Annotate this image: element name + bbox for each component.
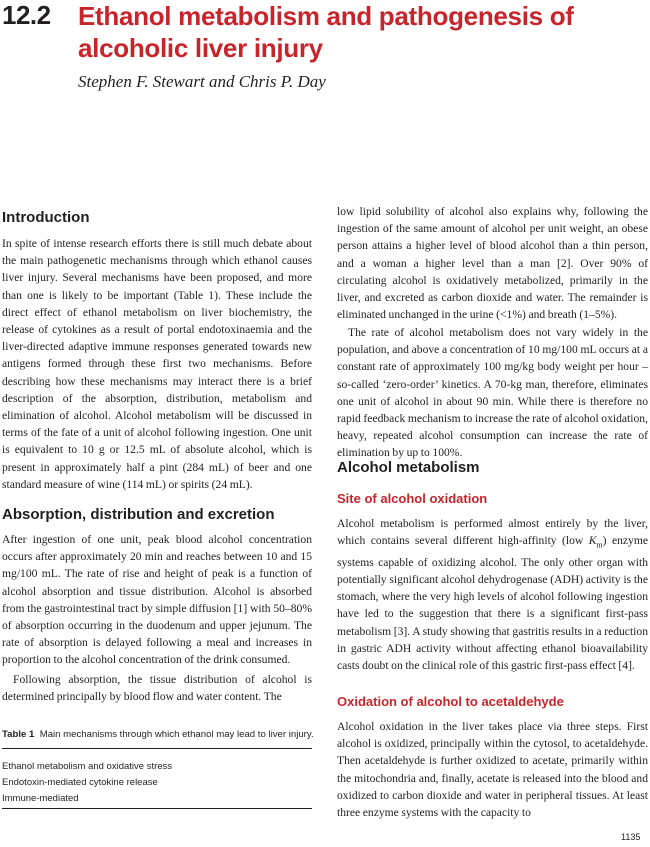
section-heading-absorption: Absorption, distribution and excretion	[2, 506, 275, 523]
site-paragraph	[337, 515, 648, 674]
absorption-paragraph-2: Following absorption, the tissue distribution of alcohol is determined principally by blood flow and water content. The	[2, 673, 312, 704]
table-row: Endotoxin-mediated cytokine release	[2, 777, 158, 788]
section-heading-introduction: Introduction	[2, 209, 90, 226]
metabolism-rate-paragraph: The rate of alcohol metabolism does not vary widely in the population, and above a concentration of 10 mg/100 mL occurs at a constant rate of approximately 100 mg/kg body weight per hour – so-called ‘zero-order’ kinetics. A 70-kg man, therefore, eliminates one unit of alcohol in about 90 min. While there is therefore no rapid feedback mechanism to increase the rate of alcohol oxidation, heavy, repeated alcohol consumption can increase the rate of elimination by up to 100%.	[337, 326, 648, 460]
oxidation-paragraph: Alcohol oxidation in the liver takes place via three steps. First alcohol is oxidized, principally within the cytosol, to acetaldehyde. Then acetaldehyde is further oxidized to acetate, primarily within the mitochondria and, finally, acetate is released into the blood and oxidized to carbon dioxide and water in peripheral tissues. At least three enzyme systems with the capacity to	[337, 720, 648, 820]
distribution-continuation-paragraph: low lipid solubility of alcohol also explains why, following the ingestion of the same amount of alcohol per unit weight, an obese person attains a higher level of blood alcohol than a thin person, and a woman a higher level than a man [2]. Over 90% of circulating alcohol is oxidatively metabolized, primarily in the liver, and excreted as carbon dioxide and water. The remainder is eliminated unchanged in the urine (<1%) and breath (1–5%).	[337, 205, 648, 322]
table-label: Table 1	[2, 729, 35, 740]
table-row: Immune-mediated	[2, 793, 79, 804]
site-text-after: ) enzyme systems capable of oxidizing alcohol. The only other organ with potentially significant alcohol dehydrogenase (ADH) activity is the stomach, where the very high levels of alcohol following ingestion have led to the suggestion that there is a significant first-pass metabolism [3]. A study showing that gastritis results in a reduction in gastric ADH activity without affecting ethanol bioavailability casts doubt on the clinical role of this gastric first-pass effect [4].	[337, 534, 648, 672]
chapter-title: Ethanol metabolism and pathogenesis of alcoholic liver injury	[78, 1, 574, 63]
table-row: Ethanol metabolism and oxidative stress	[2, 761, 173, 772]
km-symbol: K	[588, 534, 597, 548]
page-number: 1135	[621, 832, 641, 842]
site-text-before: Alcohol metabolism is performed almost entirely by the liver, which contains several different high-affinity (low	[337, 517, 648, 548]
table-body	[2, 759, 312, 807]
table-caption	[2, 729, 312, 740]
introduction-paragraph: In spite of intense research efforts there is still much debate about the main pathogenetic mechanisms through which ethanol causes liver injury. Several mechanisms have been proposed, and more than one is likely to be important (Table 1). These include the direct effect of ethanol metabolism on liver biochemistry, the release of cytokines as a result of portal endotoxinaemia and the liver-directed adaptive immune responses generated towards new antigens formed through these first two mechanisms. Before describing how these mechanisms may interact there is a brief description of the absorption, distribution, metabolism and elimination of alcohol. Alcohol metabolism will be discussed in terms of the fate of a unit of alcohol following ingestion. One unit is equivalent to 10 g or 12.5 mL of absolute alcohol, which is present in approximately half a pint (284 mL) of beer and one standard measure of wine (114 mL) or spirits (24 mL).	[2, 237, 312, 491]
section-heading-alcohol-metabolism: Alcohol metabolism	[337, 459, 480, 476]
subsection-heading-oxidation: Oxidation of alcohol to acetaldehyde	[337, 694, 564, 709]
table-bottom-rule	[2, 808, 312, 809]
absorption-paragraph-1: After ingestion of one unit, peak blood alcohol concentration occurs after approximately 20 min and reaches between 10 and 15 mg/100 mL. The rate of rise and height of peak is a function of alcohol absorption and tissue distribution. Alcohol is absorbed from the gastrointestinal tract by simple diffusion [1] with 50–80% of absorption occurring in the duodenum and upper jejunum. The rate of absorption is delayed following a meal and increases in proportion to the alcohol concentration of the drink consumed.	[2, 533, 312, 667]
authors: Stephen F. Stewart and Chris P. Day	[78, 72, 326, 91]
km-subscript: m	[596, 540, 603, 550]
subsection-heading-site: Site of alcohol oxidation	[337, 491, 488, 506]
table-top-rule	[2, 748, 312, 749]
chapter-number: 12.2	[2, 0, 51, 30]
table-caption-text: Main mechanisms through which ethanol may lead to liver injury.	[39, 729, 314, 740]
